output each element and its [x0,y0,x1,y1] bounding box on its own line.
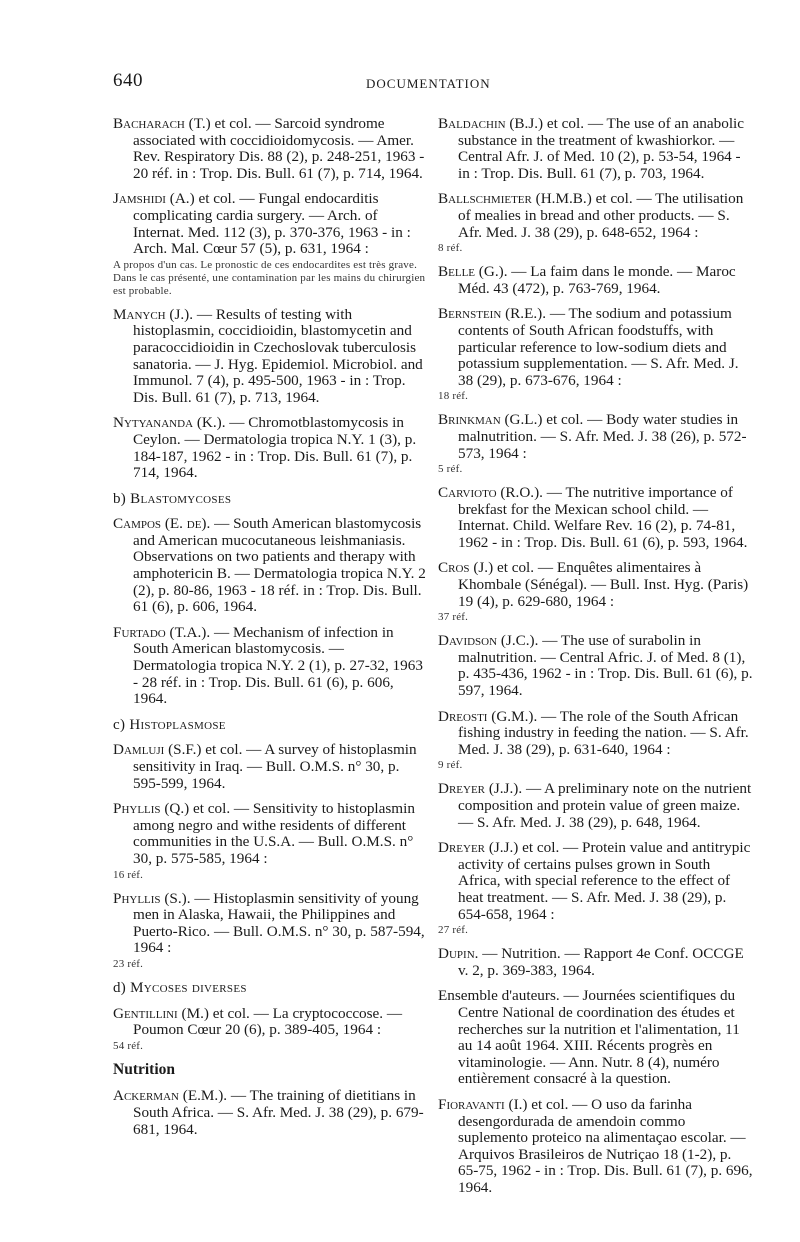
entry-text: et col. — Fungal endocarditis complicating cardia surgery. — Arch. of Internat. Med. 112 (3), p. 370-376, 1963 - in : Arch. Mal. Cœur 57 (5), p. 631, 1964 : [133,190,411,258]
entry-author: Brinkman (G.L.) [438,411,543,429]
entry-text: . — The training of dietitians in South Africa. — S. Afr. Med. J. 38 (29), p. 679-681, 1964. [133,1087,424,1138]
entry-text: . — Histoplasmin sensitivity of young men in Alaska, Hawaii, the Philippines and Puerto-Rico. — Bull. O.M.S. n° 30, p. 587-594, 1964 : [133,889,425,957]
entry-note: A propos d'un cas. Le pronostic de ces endocardites est très grave. Dans le cas présenté, une contamination par les mains du chirurgien est probable. [113,258,426,297]
bibliography-entry [438,988,753,1088]
entry-text: . — La faim dans le monde. — Maroc Méd. 43 (472), p. 763-769, 1964. [458,263,736,297]
entry-text: . — The nutritive importance of brekfast for the Mexican school child. — Internat. Child. Welfare Rev. 16 (2), p. 74-81, 1962 - in : Trop. Dis. Bull. 61 (6), p. 593, 1964. [458,484,748,551]
entry-text: et col. — Body water studies in malnutrition. — S. Afr. Med. J. 38 (26), p. 572-573, 1964 : [458,411,747,462]
entry-author: Dreosti (G.M.) [438,707,534,725]
entry-text: . — Results of testing with histoplasmin, coccidioidin, blastomycetin and paracoccidioidin in Czechoslovak tuberculosis sanatoria. — J. Hyg. Epidemiol. Microbiol. and Immunol. 7 (4), p. 495-500, 1963 - in : Trop. Dis. Bull. 61 (7), p. 713, 1964. [133,305,423,406]
bibliography-entry [113,116,428,182]
entry-note: 8 réf. [438,242,463,255]
entry-author: Phyllis (Q.) [113,800,190,818]
page-number: 640 [113,70,143,91]
bibliography-entry [438,781,753,831]
entry-note: 5 réf. [438,463,463,476]
section-heading-nutrition: Nutrition [113,1060,175,1078]
entry-author: Ackerman (E.M.) [113,1087,224,1105]
entry-note: 9 réf. [438,759,463,772]
entry-text: . — Mechanism of infection in South American blastomycosis. — Dermatologia tropica N.Y. 2 (1), p. 27-32, 1963 - 28 réf. in : Trop. Dis. Bull. 61 (6), p. 606, 1964. [133,623,423,708]
bibliography-entry [438,946,753,979]
bibliography-entry [438,840,753,937]
entry-text: et col. — Enquêtes alimentaires à Khombale (Sénégal). — Bull. Inst. Hyg. (Paris) 19 (4), p. 629-680, 1964 : [458,559,749,610]
entry-text: . — Chromotblastomycosis in Ceylon. — Dermatologia tropica N.Y. 1 (3), p. 184-187, 1962 - in : Trop. Dis. Bull. 61 (7), p. 714, 1964. [133,414,417,482]
entry-note: 37 réf. [438,611,469,624]
entry-text: Ensemble d'auteurs. — Journées scientifiques du Centre National de coordination des études et recherches sur la nutrition et l'alimentation, 11 au 14 août 1964. XIII. Récents progrès en vitaminologie. — Ann. Nutr. 8 (4), numéro entièrement consacré à la question. [438,987,740,1088]
entry-author: Fioravanti (I.) [438,1095,528,1113]
entry-text: et col. — Sarcoid syndrome associated with coccidioidomycosis. — Amer. Rev. Respiratory Dis. 88 (2), p. 248-251, 1963 - 20 réf. in : Trop. Dis. Bull. 61 (7), p. 714, 1964. [133,115,425,182]
entry-author: Jamshidi (A.) [113,190,195,208]
entry-author: Nytyananda (K.) [113,414,222,432]
entry-author: Damluji (S.F.) [113,741,202,759]
bibliography-entry [438,191,753,255]
entry-author: Furtado (T.A.) [113,623,207,641]
left-column [113,116,428,1147]
bibliography-entry [113,1006,428,1053]
bibliography-entry [113,1088,428,1138]
entry-text: et col. — Sensitivity to histoplasmin among negro and withe residents of different communities in the U.S.A. — Bull. O.M.S. n° 30, p. 575-585, 1964 : [133,800,415,867]
entry-text: et col. — La cryptococcose. — Poumon Cœur 20 (6), p. 389-405, 1964 : [133,1004,403,1039]
bibliography-entry [438,1097,753,1197]
entry-author: Carvioto (R.O.) [438,484,540,502]
bibliography-entry [113,801,428,881]
entry-text: et col. — O uso da farinha desengordurada de amendoin commo suplemento proteico na alimentaçao escolar. — Arquivos Brasileiros de Nutriçao 18 (1-2), p. 65-75, 1962 - in : Trop. Dis. Bull. 61 (7), p. 696, 1964. [458,1095,753,1196]
entry-note: 16 réf. [113,868,144,881]
bibliography-entry [113,891,428,971]
entry-note: 54 réf. [113,1039,144,1052]
bibliography-entry [113,625,428,708]
entry-text: . — South American blastomycosis and American mucocutaneous leishmaniasis. Observations on two patients and therapy with amphotericin B. — Dermatologia tropica N.Y. 2 (2), p. 80-86, 1963 - 18 réf. in : Trop. Dis. Bull. 61 (6), p. 606, 1964. [133,515,426,616]
entry-author: Dreyer (J.J.) [438,780,519,798]
entry-text: . — A preliminary note on the nutrient composition and protein value of green maize. — S. Afr. Med. J. 38 (29), p. 648, 1964. [458,780,752,831]
entry-author: Belle (G.) [438,263,504,281]
entry-author: Manych (J.) [113,305,190,323]
entry-author: Dreyer (J.J.) [438,839,519,857]
section-heading-mycoses-diverses: d) Mycoses diverses [113,979,247,996]
entry-text: et col. — The utilisation of mealies in bread and other products. — S. Afr. Med. J. 38 (29), p. 648-652, 1964 : [458,190,744,241]
running-head: DOCUMENTATION [366,76,491,91]
entry-text: et col. — A survey of histoplasmin sensitivity in Iraq. — Bull. O.M.S. n° 30, p. 595-599, 1964. [133,741,417,792]
entry-author: Campos (E. de) [113,515,207,533]
entry-text: et col. — The use of an anabolic substance in the treatment of kwashiorkor. — Central Afr. J. of Med. 10 (2), p. 53-54, 1964 - in : Trop. Dis. Bull. 61 (7), p. 703, 1964. [458,115,745,182]
section-heading-blastomycoses: b) Blastomycoses [113,490,232,507]
entry-note: 23 réf. [113,957,144,970]
entry-text: . — The sodium and potassium contents of South African foodstuffs, with particular reference to low-sodium diets and potassium supplementation. — S. Afr. Med. J. 38 (29), p. 673-676, 1964 : [458,305,739,389]
bibliography-entry [438,633,753,699]
entry-note: 27 réf. [438,924,469,937]
entry-text: . — The role of the South African fishing industry in feeding the nation. — S. Afr. Med. J. 38 (29), p. 631-640, 1964 : [458,707,749,758]
entry-author: Baldachin (B.J.) [438,115,544,132]
bibliography-entry [438,264,753,297]
entry-author: Ballschmieter (H.M.B.) [438,190,592,208]
entry-author: Bernstein (R.E.) [438,305,543,323]
bibliography-entry [438,306,753,403]
bibliography-entry [438,485,753,551]
bibliography-entry [113,307,428,407]
entry-author: Phyllis (S.) [113,889,187,907]
right-column [438,116,753,1205]
bibliography-entry [438,709,753,773]
entry-author: Cros (J.) [438,559,494,577]
section-heading-histoplasmose: c) Histoplasmose [113,716,226,733]
bibliography-entry [438,412,753,476]
entry-text: . — Nutrition. — Rapport 4e Conf. OCCGE v. 2, p. 369-383, 1964. [458,945,744,979]
entry-author: Bacharach (T.) [113,115,211,132]
bibliography-entry [113,742,428,792]
bibliography-entry [113,516,428,616]
bibliography-entry [113,415,428,481]
bibliography-entry [438,116,753,182]
entry-author: Dupin [438,945,475,963]
entry-text: . — The use of surabolin in malnutrition. — Central Afric. J. of Med. 8 (1), p. 435-436, 1962 - in : Trop. Dis. Bull. 61 (6), p. 597, 1964. [458,632,753,700]
entry-author: Gentillini (M.) [113,1004,209,1022]
entry-author: Davidson (J.C.) [438,632,535,650]
entry-note: 18 réf. [438,390,469,403]
entry-text: et col. — Protein value and antitrypic activity of certains pulses grown in South Africa, with special reference to the effect of heat treatment. — S. Afr. Med. J. 38 (29), p. 654-658, 1964 : [458,839,751,923]
bibliography-entry [438,560,753,624]
bibliography-entry [113,191,428,297]
